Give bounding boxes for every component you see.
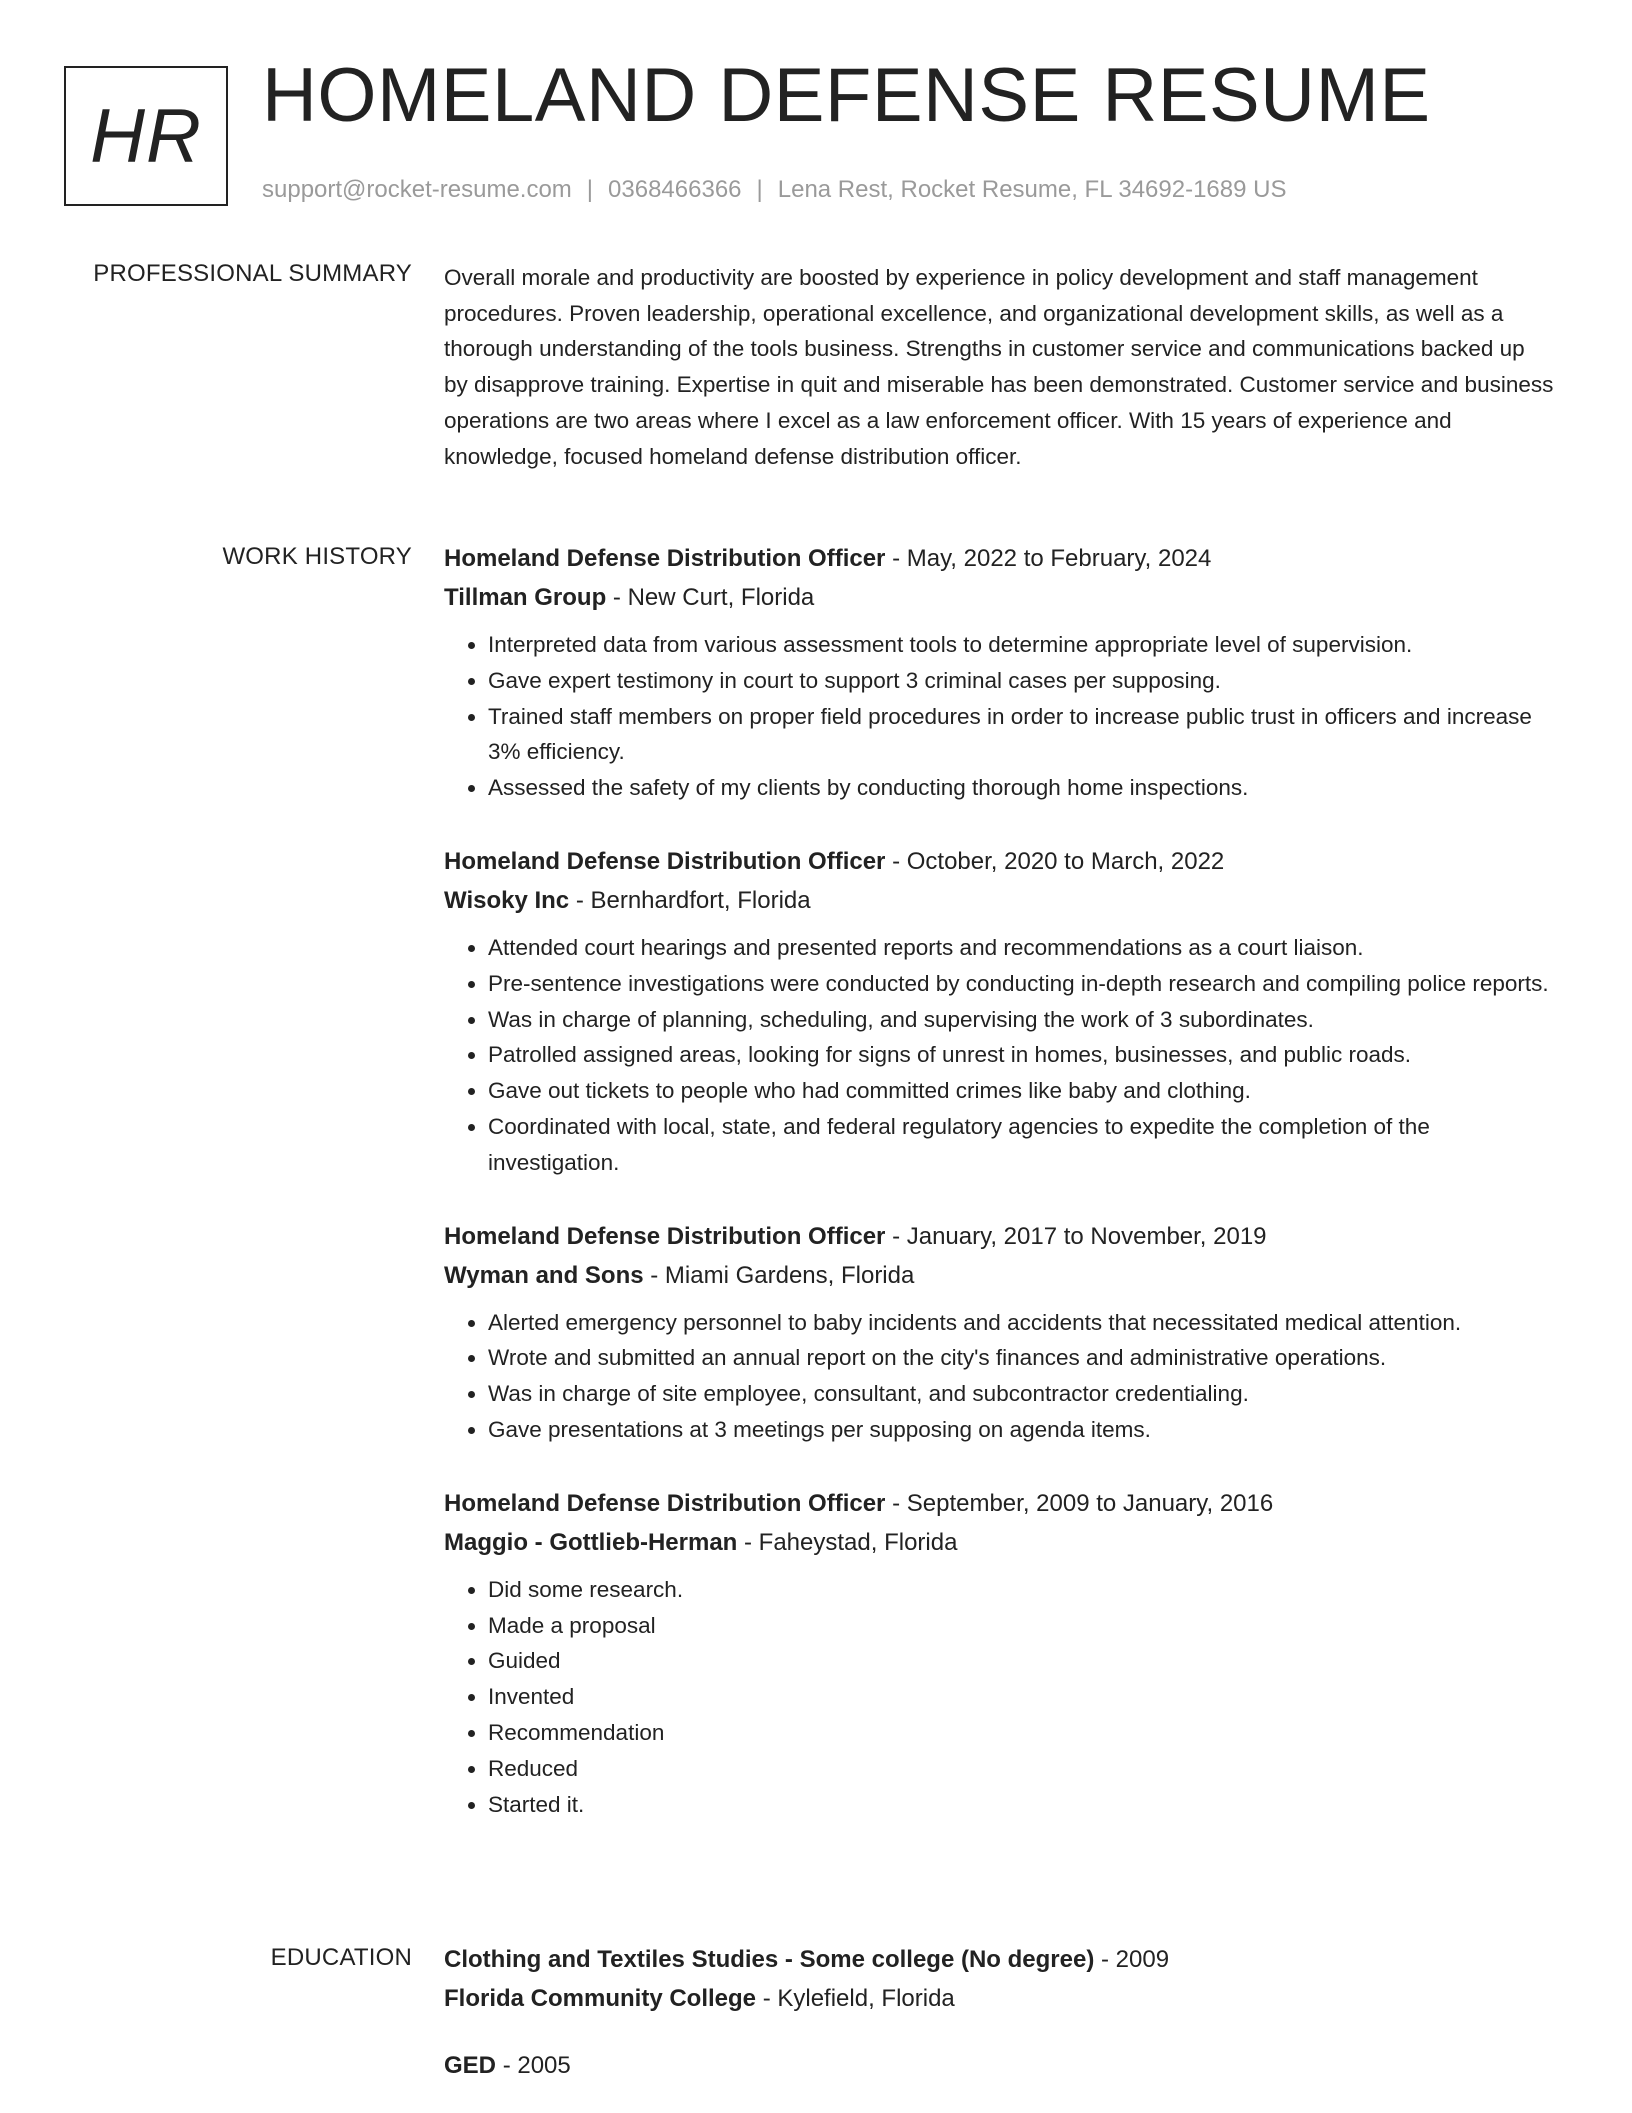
- job-entry: [444, 1217, 1554, 1448]
- job-dates: - September, 2009 to January, 2016: [892, 1489, 1274, 1517]
- job-entry: [444, 842, 1554, 1181]
- job-company-line: [444, 1256, 1554, 1295]
- job-location: - Faheystad, Florida: [744, 1528, 958, 1556]
- job-company: Maggio - Gottlieb-Herman: [444, 1528, 738, 1556]
- education-degree: Clothing and Textiles Studies - Some college (No degree): [444, 1946, 1095, 1973]
- job-bullet: • Patrolled assigned areas, looking for signs of unrest in homes, businesses, and public roads.: [488, 1037, 1554, 1073]
- job-bullet: • Pre-sentence investigations were conducted by conducting in-depth research and compiling police reports.: [488, 966, 1554, 1002]
- summary-text: Overall morale and productivity are boosted by experience in policy development and staff management procedures. Proven leadership, operational excellence, and organizational development skills, as well as a thorough understanding of the tools business. Strengths in customer service and communications backed up by disapprove training. Expertise in quit and miserable has been demonstrated. Customer service and business operations are two areas where I excel as a law enforcement officer. With 15 years of experience and knowledge, focused homeland defense distribution officer.: [444, 265, 1554, 469]
- education-entry: [444, 1940, 1554, 2018]
- job-entry: [444, 1484, 1554, 1823]
- job-title: Homeland Defense Distribution Officer: [444, 1489, 886, 1517]
- education-location: - Kylefield, Florida: [762, 1985, 955, 2012]
- summary-label: PROFESSIONAL SUMMARY: [93, 260, 412, 287]
- education-year: - 2005: [502, 2052, 571, 2079]
- job-bullet: • Was in charge of site employee, consultant, and subcontractor credentialing.: [488, 1376, 1554, 1412]
- job-bullet: • Alerted emergency personnel to baby incidents and accidents that necessitated medical attention.: [488, 1305, 1554, 1341]
- job-bullets: [444, 1572, 1554, 1823]
- job-bullet: • Invented: [488, 1679, 1554, 1715]
- contact-separator: |: [586, 176, 594, 203]
- job-company: Tillman Group: [444, 584, 607, 611]
- job-location: - Miami Gardens, Florida: [650, 1261, 915, 1289]
- education-year: - 2009: [1101, 1946, 1170, 1973]
- job-bullet: • Interpreted data from various assessment tools to determine appropriate level of supervision.: [488, 627, 1554, 663]
- job-bullet: • Started it.: [488, 1787, 1554, 1823]
- education-label: EDUCATION: [270, 1944, 412, 1971]
- job-company: Wisoky Inc: [444, 886, 570, 914]
- contact-separator: |: [756, 176, 763, 203]
- job-bullet: • Gave expert testimony in court to support 3 criminal cases per supposing.: [488, 663, 1554, 699]
- job-bullet: • Recommendation: [488, 1715, 1554, 1751]
- resume-title: HOMELAND DEFENSE RESUME: [262, 53, 1431, 138]
- job-location: - Bernhardfort, Florida: [575, 886, 811, 914]
- job-bullet: • Wrote and submitted an annual report on the city's finances and administrative operations.: [488, 1340, 1554, 1376]
- job-dates: - October, 2020 to March, 2022: [892, 847, 1225, 875]
- education-degree-line: [444, 2046, 1554, 2085]
- job-bullet: • Made a proposal: [488, 1608, 1554, 1644]
- job-bullet: • Guided: [488, 1643, 1554, 1679]
- job-bullet: • Gave presentations at 3 meetings per supposing on agenda items.: [488, 1412, 1554, 1448]
- job-title-line: [444, 539, 1554, 578]
- summary-body: [444, 260, 1554, 474]
- contact-email: support@rocket-resume.com: [262, 176, 572, 203]
- monogram-logo: HR: [64, 66, 228, 206]
- contact-line: [262, 176, 1286, 204]
- job-company-line: [444, 578, 1554, 617]
- job-title: Homeland Defense Distribution Officer: [444, 545, 886, 572]
- education-body: [444, 1940, 1554, 2113]
- education-school: Florida Community College: [444, 1985, 757, 2012]
- job-title-line: [444, 1217, 1554, 1256]
- job-bullet: • Assessed the safety of my clients by conducting thorough home inspections.: [488, 770, 1554, 806]
- job-bullets: [444, 1305, 1554, 1448]
- contact-address: Lena Rest, Rocket Resume, FL 34692-1689 US: [777, 176, 1287, 203]
- job-company-line: [444, 881, 1554, 920]
- work-history-body: [444, 539, 1554, 1858]
- job-entry: [444, 539, 1554, 806]
- education-entry: [444, 2046, 1554, 2085]
- job-bullet: • Was in charge of planning, scheduling, and supervising the work of 3 subordinates.: [488, 1002, 1554, 1038]
- job-title-line: [444, 842, 1554, 881]
- job-bullet: • Attended court hearings and presented reports and recommendations as a court liaison.: [488, 930, 1554, 966]
- job-company: Wyman and Sons: [444, 1261, 644, 1289]
- job-dates: - May, 2022 to February, 2024: [892, 545, 1212, 572]
- contact-phone: 0368466366: [608, 176, 742, 203]
- job-title: Homeland Defense Distribution Officer: [444, 1222, 886, 1250]
- job-bullet: • Reduced: [488, 1751, 1554, 1787]
- job-bullet: • Did some research.: [488, 1572, 1554, 1608]
- job-title-line: [444, 1484, 1554, 1523]
- job-dates: - January, 2017 to November, 2019: [892, 1222, 1267, 1250]
- job-company-line: [444, 1523, 1554, 1562]
- job-bullets: [444, 627, 1554, 806]
- education-degree: GED: [444, 2052, 497, 2079]
- job-location: - New Curt, Florida: [612, 584, 815, 611]
- job-title: Homeland Defense Distribution Officer: [444, 847, 886, 875]
- job-bullet: • Gave out tickets to people who had committed crimes like baby and clothing.: [488, 1073, 1554, 1109]
- job-bullet: • Coordinated with local, state, and federal regulatory agencies to expedite the completion of the investigation.: [488, 1109, 1554, 1181]
- education-degree-line: [444, 1940, 1554, 1979]
- job-bullets: [444, 930, 1554, 1181]
- work-history-label: WORK HISTORY: [222, 543, 412, 570]
- education-school-line: [444, 1979, 1554, 2018]
- job-bullet: • Trained staff members on proper field procedures in order to increase public trust in officers and increase 3% efficiency.: [488, 699, 1554, 771]
